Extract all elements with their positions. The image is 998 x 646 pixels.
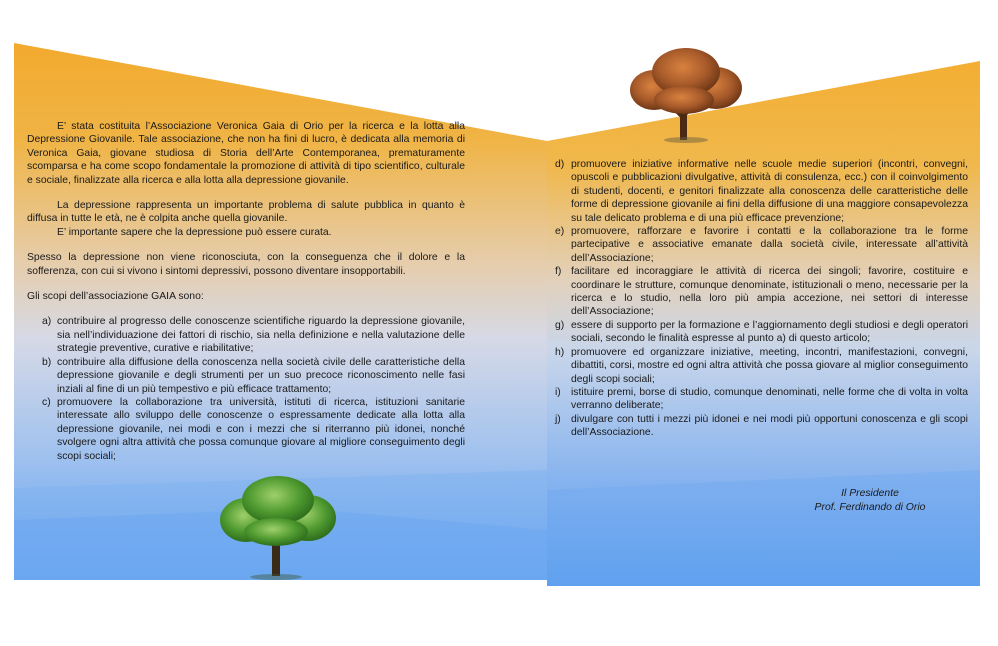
goal-item — [555, 225, 968, 265]
goal-text: facilitare ed incoraggiare le attività di ricerca dei singoli; favorire, costituire e coordinare le strutture, comunque denominate, istituzionali o meno, necessarie per la ricerca e lo studio, nella loro più ampia accezione, nei settori di interesse dell’Associazione; — [571, 266, 968, 318]
goal-label: g) — [555, 319, 565, 331]
goal-label: j) — [555, 413, 561, 425]
goal-item — [555, 265, 968, 319]
goal-label: a) — [42, 316, 52, 328]
goal-label: e) — [555, 226, 565, 238]
goals-heading: Gli scopi dell’associazione GAIA sono: — [27, 291, 204, 303]
goal-item — [555, 386, 968, 413]
right-panel-text — [555, 158, 968, 440]
signature-role: Il Presidente — [841, 488, 899, 499]
intro-paragraph: E’ stata costituita l’Associazione Veronica Gaia di Orio per la ricerca e la lotta alla Depressione Giovanile. Tale associazione, che non ha fini di lucro, è dedicata alla memoria di Veronica Gaia, giovane studiosa di Storia dell’Arte Contemporanea, prematuramente scomparsa e ha come scopo fondamentale la promozione di attività di tipo scientifico, culturale e sociale, finalizzate alla ricerca e alla lotta alla depressione giovanile. — [27, 121, 465, 186]
goal-text: essere di supporto per la formazione e l’aggiornamento degli studiosi e degli operatori sociali, secondo le finalità espresse al punto a) di questo articolo; — [571, 319, 968, 345]
goal-text: istituire premi, borse di studio, comunque denominati, nelle forme che di volta in volta verranno deliberate; — [571, 386, 968, 412]
goals-list-left — [27, 315, 465, 462]
goal-label: d) — [555, 159, 565, 170]
goal-text: promuovere, rafforzare e favorire i contatti e la collaborazione tra le forme partecipative e associative emanate dalla società civile, interessate all’attività dell’Associazione; — [571, 226, 968, 264]
goal-text: contribuire al progresso delle conoscenze scientifiche riguardo la depressione giovanile, sia nell’individuazione dei fattori di rischio, sia nella definizione e nella valutazione delle strategie preventive, curative e riabilitative; — [57, 316, 465, 355]
signature-block — [800, 487, 940, 515]
left-panel-text — [27, 120, 465, 463]
signature-name: Prof. Ferdinando di Orio — [814, 502, 926, 513]
goal-label: b) — [42, 356, 52, 368]
goal-text: promuovere la collaborazione tra università, istituti di ricerca, istituzioni sanitarie interessate allo sviluppo delle conoscenze o espressamente dedicate alla lotta alla depressione giovanile, nei modi e con i mezzi che si riterranno più idonei, nonché svolgere ogni altra attività che possa comunque giovare al migliore conseguimento degli scopi sociali; — [57, 396, 465, 462]
goal-item — [555, 319, 968, 346]
goal-item — [555, 346, 968, 386]
goal-item — [27, 396, 465, 463]
goals-list-right — [555, 158, 968, 440]
goal-text: divulgare con tutti i mezzi più idonei e nei modi più opportuni conoscenza e gli scopi dell’Associazione. — [571, 413, 968, 439]
depression-public-health-paragraph: La depressione rappresenta un importante problema di salute pubblica in quanto è diffusa in tutte le età, ne è colpita anche quella giovanile. — [27, 200, 465, 225]
goal-text: contribuire alla diffusione della conoscenza nella società civile delle caratteristiche della depressione giovanile e degli strumenti per un suo precoce riconoscimento nelle fasi inziali al fine di un più tempestivo e più efficace trattamento; — [57, 356, 465, 395]
depression-unrecognized-paragraph: Spesso la depressione non viene riconosciuta, con la conseguenza che il dolore e la sofferenza, con cui si vivono i sintomi depressivi, possono diventare insopportabili. — [27, 252, 465, 277]
goal-label: f) — [555, 266, 562, 278]
goal-label: h) — [555, 346, 565, 358]
goal-item — [27, 356, 465, 396]
depression-curable-paragraph: E’ importante sapere che la depressione può essere curata. — [57, 226, 332, 238]
goal-item — [555, 413, 968, 440]
goal-label: c) — [42, 396, 51, 408]
goal-label: i) — [555, 386, 561, 398]
goal-text: promuovere iniziative informative nelle scuole medie superiori (incontri, convegni, opuscoli e pubblicazioni divulgative, attività di consulenza, ecc.) con il coinvolgimento di studenti, docenti, e genitori finalizzate alla conoscenza delle caratteristiche delle forme di depressione giovanile ai fini della diffusione di una maggiore consapevolezza su tale delicato problema e di una più efficace prevenzione; — [571, 159, 968, 224]
goal-text: promuovere ed organizzare iniziative, meeting, incontri, manifestazioni, convegni, dibattiti, corsi, mostre ed ogni altra attività che possa giovare al miglior conseguimento degli scopi sociali; — [571, 346, 968, 385]
goal-item — [27, 315, 465, 355]
goal-item — [555, 158, 968, 225]
